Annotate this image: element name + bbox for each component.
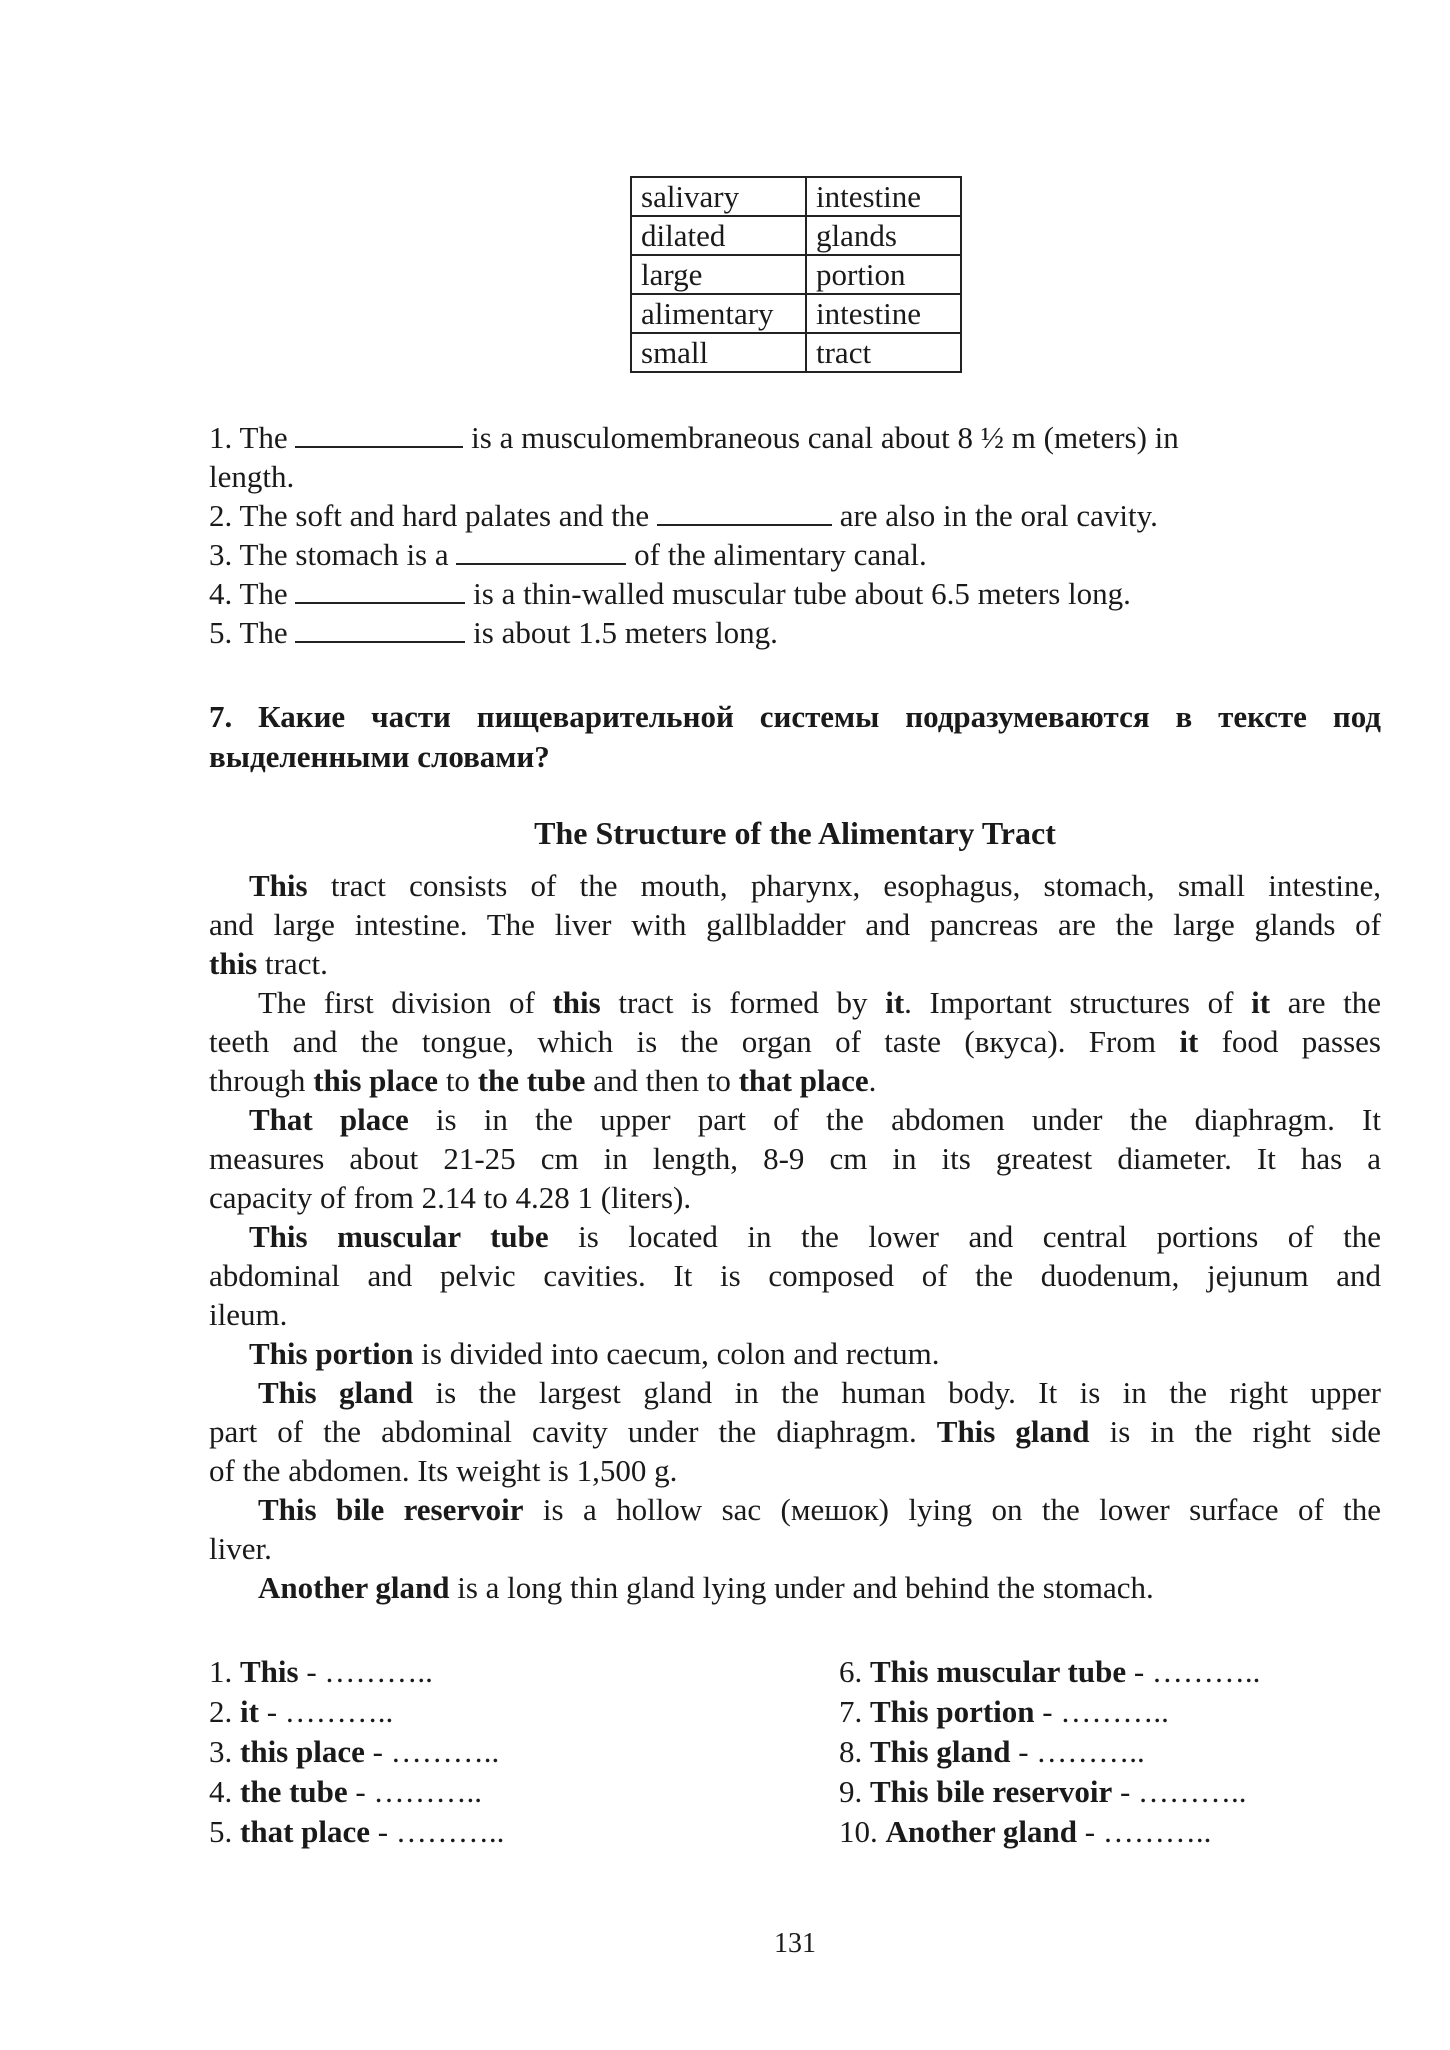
- item-blank: - ………..: [258, 1694, 394, 1729]
- item-number: 9.: [839, 1774, 863, 1809]
- answer-blank: [295, 420, 463, 448]
- text-line: [209, 1412, 1381, 1452]
- text-span: liver.: [209, 1531, 272, 1566]
- text-span: teeth and the tongue, which is the organ of taste (вкуса). From: [209, 1024, 1156, 1059]
- text-line: [209, 1256, 1381, 1296]
- answer-list-right: [839, 1652, 1260, 1852]
- fill-sentence-5: [209, 613, 1381, 653]
- sentence-start: 3. The stomach is a: [209, 537, 449, 572]
- item-term: Another gland: [885, 1814, 1077, 1849]
- item-blank: - ………..: [364, 1734, 500, 1769]
- answer-list-left: [209, 1652, 504, 1852]
- text-span: are the: [1287, 985, 1382, 1020]
- item-term: This: [240, 1654, 299, 1689]
- fill-sentence-1-continuation: [209, 457, 1381, 497]
- answer-item: [839, 1692, 1260, 1732]
- text-span: part of the abdominal cavity under the diaphragm.: [209, 1414, 917, 1449]
- highlighted-term: it: [1251, 985, 1271, 1020]
- text-span: tract consists of the mouth, pharynx, esophagus, stomach, small intestine,: [330, 868, 1382, 903]
- item-number: 5.: [209, 1814, 233, 1849]
- text-line: [249, 866, 1381, 906]
- fill-sentence-1: [209, 418, 1381, 458]
- text-line: [209, 1061, 1381, 1101]
- sentence-end: is a musculomembraneous canal about 8 ½ m (meters) in: [471, 420, 1179, 455]
- text-line: [258, 983, 1381, 1023]
- text-line: [249, 1334, 1381, 1374]
- text-line: [209, 1139, 1381, 1179]
- answer-blank: [295, 576, 465, 604]
- text-line: [249, 1100, 1381, 1140]
- item-blank: - ………..: [1010, 1734, 1145, 1769]
- item-term: This portion: [870, 1694, 1035, 1729]
- text-line: [258, 1373, 1381, 1413]
- text-span: .: [868, 1063, 877, 1098]
- table-cell: intestine: [806, 294, 961, 333]
- table-cell: alimentary: [631, 294, 806, 333]
- item-number: 10.: [839, 1814, 878, 1849]
- highlighted-term: this: [552, 985, 601, 1020]
- highlighted-term: This portion: [249, 1336, 414, 1371]
- highlighted-term: That place: [249, 1102, 409, 1137]
- text-span: is divided into caecum, colon and rectum.: [421, 1336, 940, 1371]
- fill-sentence-4: [209, 574, 1381, 614]
- item-term: This gland: [870, 1734, 1011, 1769]
- text-span: ileum.: [209, 1297, 288, 1332]
- table-cell: salivary: [631, 177, 806, 216]
- table-row: [631, 255, 961, 294]
- item-blank: - ………..: [370, 1814, 505, 1849]
- text-line: [209, 1529, 1381, 1569]
- sentence-continuation: length.: [209, 459, 295, 494]
- text-line: [209, 1022, 1381, 1062]
- text-span: capacity of from 2.14 to 4.28 1 (liters).: [209, 1180, 692, 1215]
- highlighted-term: This: [249, 868, 308, 903]
- table-cell: large: [631, 255, 806, 294]
- item-blank: - ………..: [298, 1654, 433, 1689]
- item-number: 8.: [839, 1734, 863, 1769]
- item-blank: - ………..: [347, 1774, 482, 1809]
- text-line: [209, 905, 1381, 945]
- item-blank: - ………..: [1077, 1814, 1212, 1849]
- answer-item: [209, 1772, 504, 1812]
- item-term: the tube: [240, 1774, 348, 1809]
- highlighted-term: This gland: [258, 1375, 414, 1410]
- text-line: [209, 944, 1381, 984]
- text-span: to: [445, 1063, 470, 1098]
- text-line: [209, 1178, 1381, 1218]
- item-number: 3.: [209, 1734, 233, 1769]
- table-row: [631, 177, 961, 216]
- fill-sentence-3: [209, 535, 1381, 575]
- task-7-heading: 7. Какие части пищеварительной системы подразумеваются в тексте под выделенными словами?: [209, 699, 1381, 774]
- table-cell: tract: [806, 333, 961, 372]
- answer-item: [839, 1772, 1260, 1812]
- text-span: measures about 21-25 cm in length, 8-9 cm in its greatest diameter. It has a: [209, 1141, 1381, 1176]
- highlighted-term: it: [885, 985, 905, 1020]
- text-span: is in the upper part of the abdomen under the diaphragm. It: [435, 1102, 1381, 1137]
- text-span: and then to: [593, 1063, 731, 1098]
- sentence-end: is a thin-walled muscular tube about 6.5 meters long.: [473, 576, 1131, 611]
- table-cell: intestine: [806, 177, 961, 216]
- table-cell: glands: [806, 216, 961, 255]
- highlighted-term: Another gland: [258, 1570, 450, 1605]
- sentence-start: 1. The: [209, 420, 288, 455]
- item-number: 4.: [209, 1774, 233, 1809]
- answer-item: [839, 1732, 1260, 1772]
- text-span: through: [209, 1063, 306, 1098]
- sentence-start: 2. The soft and hard palates and the: [209, 498, 650, 533]
- item-term: it: [240, 1694, 259, 1729]
- text-span: abdominal and pelvic cavities. It is composed of the duodenum, jejunum and: [209, 1258, 1381, 1293]
- table-cell: portion: [806, 255, 961, 294]
- item-number: 1.: [209, 1654, 233, 1689]
- text-span: tract is formed by: [618, 985, 868, 1020]
- item-number: 6.: [839, 1654, 863, 1689]
- fill-sentence-2: [209, 496, 1381, 536]
- text-span: is a hollow sac (мешок) lying on the lower surface of the: [542, 1492, 1382, 1527]
- item-blank: - ………..: [1034, 1694, 1169, 1729]
- text-line: [209, 1451, 1381, 1491]
- text-line: [209, 1295, 1381, 1335]
- item-term: that place: [240, 1814, 371, 1849]
- table-cell: dilated: [631, 216, 806, 255]
- text-line: [258, 1490, 1381, 1530]
- table-row: [631, 216, 961, 255]
- answer-blank: [456, 537, 626, 565]
- text-title: The Structure of the Alimentary Tract: [534, 815, 1056, 851]
- text-span: is located in the lower and central portions of the: [578, 1219, 1381, 1254]
- highlighted-term: it: [1179, 1024, 1199, 1059]
- answer-item: [209, 1652, 504, 1692]
- sentence-end: are also in the oral cavity.: [839, 498, 1158, 533]
- text-line: [249, 1217, 1381, 1257]
- item-term: this place: [240, 1734, 365, 1769]
- text-span: tract.: [265, 946, 328, 981]
- text-span: and large intestine. The liver with gallbladder and pancreas are the large glands of: [209, 907, 1381, 942]
- sentence-end: of the alimentary canal.: [634, 537, 927, 572]
- sentence-start: 4. The: [209, 576, 288, 611]
- text-span: is in the right side: [1109, 1414, 1381, 1449]
- item-term: This muscular tube: [870, 1654, 1127, 1689]
- answer-item: [839, 1812, 1260, 1852]
- sentence-end: is about 1.5 meters long.: [473, 615, 778, 650]
- answer-item: [839, 1652, 1260, 1692]
- answer-blank: [295, 615, 465, 643]
- text-line: [258, 1568, 1381, 1608]
- page-number: 131: [774, 1928, 816, 1959]
- text-span: food passes: [1221, 1024, 1381, 1059]
- text-span: is the largest gland in the human body. It is in the right upper: [435, 1375, 1381, 1410]
- item-blank: - ………..: [1126, 1654, 1261, 1689]
- table-cell: small: [631, 333, 806, 372]
- answer-blank: [657, 498, 832, 526]
- answer-item: [209, 1692, 504, 1732]
- highlighted-term: that place: [738, 1063, 869, 1098]
- answer-item: [209, 1812, 504, 1852]
- highlighted-term: This bile reservoir: [258, 1492, 524, 1527]
- item-number: 2.: [209, 1694, 233, 1729]
- highlighted-term: the tube: [477, 1063, 586, 1098]
- item-blank: - ………..: [1112, 1774, 1247, 1809]
- answer-item: [209, 1732, 504, 1772]
- item-term: This bile reservoir: [870, 1774, 1113, 1809]
- text-span: The first division of: [258, 985, 535, 1020]
- highlighted-term: this place: [313, 1063, 439, 1098]
- sentence-start: 5. The: [209, 615, 288, 650]
- highlighted-term: This gland: [936, 1414, 1090, 1449]
- table-row: [631, 333, 961, 372]
- text-span: . Important structures of: [904, 985, 1234, 1020]
- text-span: is a long thin gland lying under and behind the stomach.: [457, 1570, 1154, 1605]
- text-span: of the abdomen. Its weight is 1,500 g.: [209, 1453, 678, 1488]
- item-number: 7.: [839, 1694, 863, 1729]
- highlighted-term: this: [209, 946, 258, 981]
- highlighted-term: This muscular tube: [249, 1219, 549, 1254]
- word-matching-table: [630, 176, 962, 373]
- table-row: [631, 294, 961, 333]
